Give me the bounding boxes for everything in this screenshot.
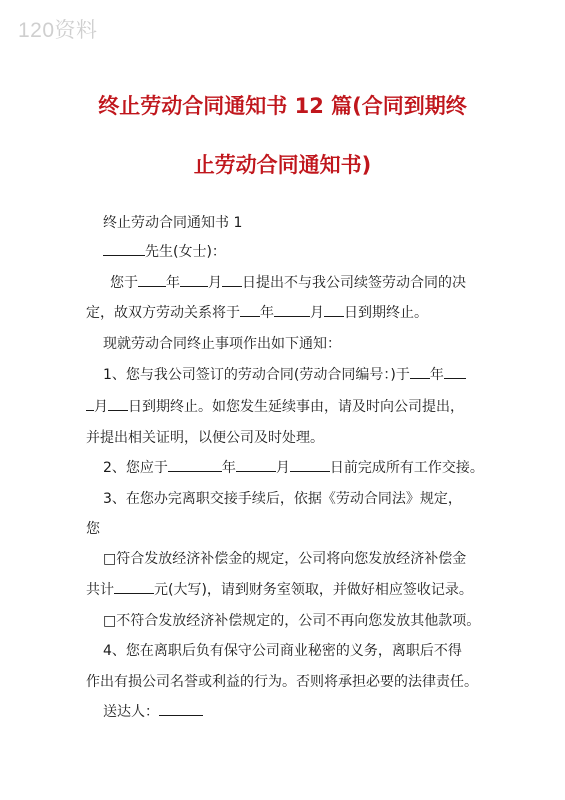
paragraph-1-line-2: 定，故双方劳动关系将于 年 月 日到期终止。: [86, 305, 428, 321]
item-3-line-2: 您: [86, 521, 100, 537]
item-2: 2、您应于 年 月 日前完成所有工作交接。: [103, 460, 484, 476]
checkbox-option-1-line-2: 共计 元(大写)，请到财务室领取，并做好相应签收记录。: [86, 582, 473, 598]
item-1-line-2: 月 日到期终止。如您发生延续事由，请及时向公司提出，: [86, 396, 464, 416]
salutation: 先生(女士)：: [103, 241, 226, 261]
item-3-line-1: 3、在您办完离职交接手续后，依据《劳动合同法》规定，: [103, 491, 462, 507]
paragraph-1-line-1: 您于 年 月 日提出不与我公司续签劳动合同的决: [110, 275, 466, 291]
watermark-logo: 120资料: [18, 19, 98, 42]
item-1-line-1: 1、您与我公司签订的劳动合同(劳动合同编号：)于 年: [103, 364, 466, 384]
item-1-line-3: 并提出相关证明，以便公司及时处理。: [86, 430, 324, 446]
item-4-line-2: 作出有损公司名誉或利益的行为。否则将承担必要的法律责任。: [86, 674, 478, 690]
sender-line: 送达人：: [103, 701, 203, 721]
sender-blank: [159, 703, 203, 716]
checkbox-option-1-line-1: □符合发放经济补偿金的规定，公司将向您发放经济补偿金: [103, 551, 467, 567]
paragraph-2: 现就劳动合同终止事项作出如下通知：: [103, 336, 341, 352]
name-blank: [103, 243, 145, 256]
section-heading: 终止劳动合同通知书 1: [103, 215, 243, 231]
document-title-line-1: 终止劳动合同通知书 12 篇(合同到期终: [98, 94, 467, 118]
checkbox-option-2: □不符合发放经济补偿规定的，公司不再向您发放其他款项。: [103, 613, 481, 629]
document-title-line-2: 止劳动合同通知书): [193, 153, 372, 177]
item-4-line-1: 4、您在离职后负有保守公司商业秘密的义务，离职后不得: [103, 643, 462, 659]
